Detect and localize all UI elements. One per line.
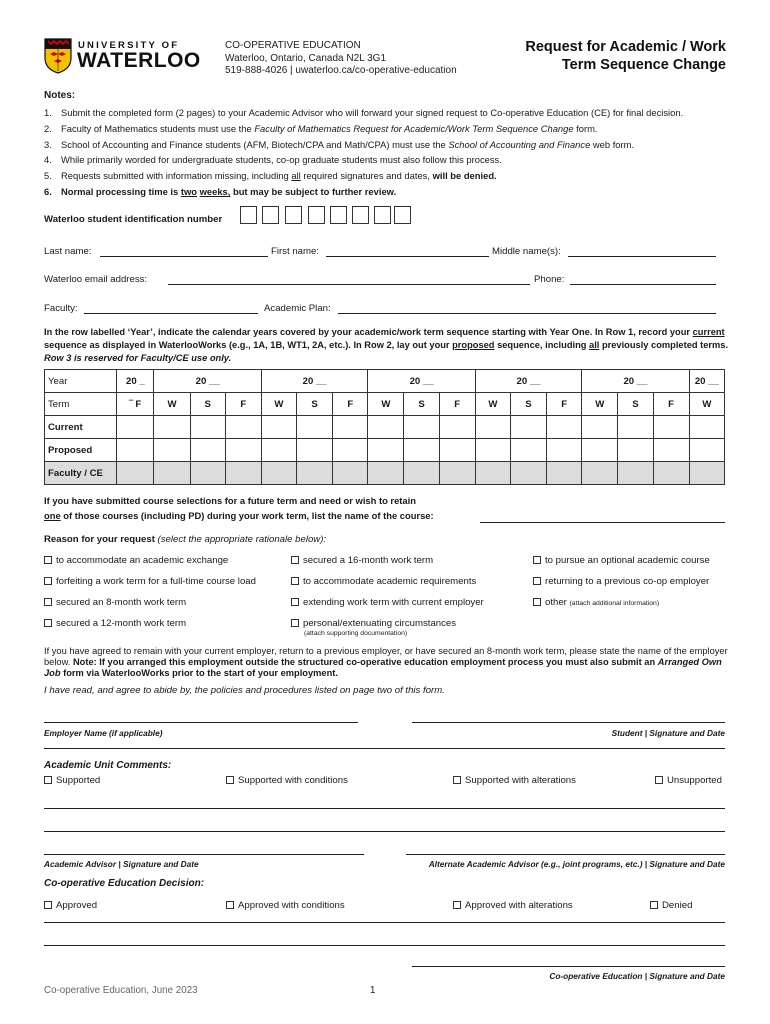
employer-instructions: If you have agreed to remain with your current employer, return to a previous employer, or have secured an 8-month work term, please state the name of the employer below. Note: If you arranged this employment outside the structured co-operative education employment process you must also submit an Arranged Own Job form via WaterlooWorks prior to the start of your employment. xyxy=(44,646,728,678)
term-header-cell: F xyxy=(333,393,368,416)
academic-plan-label: Academic Plan: xyxy=(264,303,331,314)
term-header-cell: S xyxy=(297,393,333,416)
reserved-cell xyxy=(297,462,333,485)
sequence-cell[interactable] xyxy=(475,416,510,439)
unit-comments-heading: Academic Unit Comments: xyxy=(44,760,172,771)
reserved-cell xyxy=(404,462,439,485)
reserved-cell xyxy=(510,462,546,485)
faculty-field[interactable] xyxy=(84,313,258,314)
student-id-digit-box[interactable] xyxy=(262,206,279,224)
sequence-cell[interactable] xyxy=(154,416,190,439)
note-item: 2. Faculty of Mathematics students must use the Faculty of Mathematics Request for Academic/Work Term Sequence Change form. xyxy=(44,122,598,134)
page-number: 1 xyxy=(370,985,376,996)
checkbox-icon[interactable] xyxy=(533,598,541,606)
reserved-cell xyxy=(582,462,618,485)
sequence-cell[interactable] xyxy=(333,439,368,462)
reason-option[interactable]: secured an 8-month work term xyxy=(44,597,186,608)
reason-option[interactable]: secured a 12-month work term xyxy=(44,618,186,629)
comment-option[interactable]: Supported xyxy=(44,775,100,786)
agreement-statement: I have read, and agree to abide by, the policies and procedures listed on page two of this form. xyxy=(44,685,445,696)
comment-option[interactable]: Unsupported xyxy=(655,775,722,786)
student-id-digit-box[interactable] xyxy=(240,206,257,224)
student-signature-caption: Student | Signature and Date xyxy=(611,728,725,738)
university-logo xyxy=(44,38,201,80)
academic-plan-field[interactable] xyxy=(338,313,716,314)
term-header-cell: W xyxy=(475,393,510,416)
faculty-ce-row-label: Faculty / CE xyxy=(45,462,117,485)
student-id-label: Waterloo student identification number xyxy=(44,214,223,225)
crest-icon xyxy=(44,38,72,74)
office-name: CO-OPERATIVE EDUCATION xyxy=(225,40,361,51)
term-sequence-table xyxy=(44,369,725,485)
term-header-cell: S xyxy=(404,393,439,416)
student-id-digit-box[interactable] xyxy=(308,206,325,224)
sequence-cell[interactable] xyxy=(261,416,296,439)
alt-advisor-signature-caption: Alternate Academic Advisor (e.g., joint programs, etc.) | Signature and Date xyxy=(428,859,725,869)
course-question-line2: one of those courses (including PD) during your work term, list the name of the course: xyxy=(44,510,434,521)
first-name-field[interactable] xyxy=(326,256,489,257)
student-id-digit-box[interactable] xyxy=(352,206,369,224)
course-name-field[interactable] xyxy=(480,522,725,523)
checkbox-icon[interactable] xyxy=(226,901,234,909)
reserved-cell xyxy=(368,462,404,485)
faculty-label: Faculty: xyxy=(44,303,78,314)
reason-option[interactable]: to accommodate academic requirements xyxy=(291,576,476,587)
decision-option[interactable]: Approved with conditions xyxy=(226,900,345,911)
term-header-cell: W xyxy=(689,393,724,416)
reason-option[interactable]: to accommodate an academic exchange xyxy=(44,555,228,566)
course-question-line1: If you have submitted course selections for a future term and need or wish to retain xyxy=(44,495,416,506)
reserved-cell xyxy=(261,462,296,485)
form-title-line2: Term Sequence Change xyxy=(561,57,726,73)
term-header-cell: F xyxy=(547,393,582,416)
checkbox-icon[interactable] xyxy=(655,776,663,784)
student-id-digit-box[interactable] xyxy=(374,206,391,224)
sequence-cell[interactable] xyxy=(475,439,510,462)
term-header-cell: W xyxy=(261,393,296,416)
last-name-label: Last name: xyxy=(44,246,92,257)
form-title-line1: Request for Academic / Work xyxy=(525,39,726,55)
form-title xyxy=(525,38,726,74)
sequence-cell[interactable] xyxy=(261,439,296,462)
footer-text: Co-operative Education, June 2023 xyxy=(44,985,198,996)
term-header-cell: W xyxy=(582,393,618,416)
checkbox-icon[interactable] xyxy=(291,619,299,627)
reason-heading: Reason for your request (select the appropriate rationale below): xyxy=(44,534,327,545)
office-location: Waterloo, Ontario, Canada N2L 3G1 xyxy=(225,52,387,64)
reserved-cell xyxy=(618,462,653,485)
comment-option[interactable]: Supported with alterations xyxy=(453,775,576,786)
email-field[interactable] xyxy=(168,284,530,285)
decision-option[interactable]: Approved xyxy=(44,900,97,911)
course-retention-question xyxy=(44,493,434,523)
sequence-cell[interactable] xyxy=(225,416,261,439)
year-cell[interactable]: 20 __ xyxy=(154,370,261,393)
reserved-cell xyxy=(117,462,154,485)
reserved-cell xyxy=(439,462,475,485)
current-row-label: Current xyxy=(45,416,117,439)
advisor-signature-field[interactable] xyxy=(44,854,364,855)
comment-line[interactable] xyxy=(44,831,725,832)
notes-list xyxy=(44,105,734,200)
middle-names-label: Middle name(s): xyxy=(492,246,561,257)
note-item: 4. While primarily worded for undergraduate students, co-op graduate students must also follow this process. xyxy=(44,154,502,166)
reserved-cell xyxy=(689,462,724,485)
sequence-cell[interactable] xyxy=(439,416,475,439)
checkbox-icon[interactable] xyxy=(291,556,299,564)
employer-name-caption: Employer Name (if applicable) xyxy=(44,728,163,738)
year-cell[interactable]: 20 __ xyxy=(261,370,367,393)
sequence-cell[interactable] xyxy=(297,439,333,462)
checkbox-icon[interactable] xyxy=(650,901,658,909)
sequence-cell[interactable] xyxy=(547,416,582,439)
sequence-cell[interactable] xyxy=(618,439,653,462)
reason-option[interactable]: other (attach additional information) xyxy=(533,597,659,608)
sequence-cell[interactable] xyxy=(582,416,618,439)
checkbox-icon[interactable] xyxy=(44,619,52,627)
sequence-cell[interactable] xyxy=(190,439,225,462)
checkbox-icon[interactable] xyxy=(291,577,299,585)
year-cell[interactable]: 20 __ xyxy=(475,370,581,393)
employer-name-field[interactable] xyxy=(44,722,358,723)
checkbox-icon[interactable] xyxy=(44,901,52,909)
student-id-digit-box[interactable] xyxy=(285,206,302,224)
section-divider xyxy=(44,748,725,749)
comment-option[interactable]: Supported with conditions xyxy=(226,775,348,786)
last-name-field[interactable] xyxy=(100,256,268,257)
checkbox-icon[interactable] xyxy=(291,598,299,606)
term-header-cell: F xyxy=(225,393,261,416)
decision-option[interactable]: Denied xyxy=(650,900,692,911)
advisor-signature-caption: Academic Advisor | Signature and Date xyxy=(44,859,199,869)
sequence-cell[interactable] xyxy=(190,416,225,439)
reason-option[interactable]: extending work term with current employer xyxy=(291,597,484,608)
checkbox-icon[interactable] xyxy=(44,577,52,585)
sequence-cell[interactable] xyxy=(510,439,546,462)
decision-option[interactable]: Approved with alterations xyxy=(453,900,573,911)
checkbox-icon[interactable] xyxy=(226,776,234,784)
year-cell[interactable]: 20 __ xyxy=(582,370,689,393)
sequence-cell[interactable] xyxy=(404,416,439,439)
sequence-cell[interactable] xyxy=(368,416,404,439)
logo-text-waterloo: WATERLOO xyxy=(77,49,201,72)
sequence-cell[interactable] xyxy=(333,416,368,439)
year-row xyxy=(45,370,725,393)
reserved-cell xyxy=(190,462,225,485)
decision-comment-line[interactable] xyxy=(44,922,725,923)
sequence-cell[interactable] xyxy=(689,439,724,462)
ce-signature-field[interactable] xyxy=(412,966,725,967)
sequence-instructions: In the row labelled ‘Year’, indicate the calendar years covered by your academic/work term sequence starting with Year One. In Row 1, record your current sequence as displayed in WaterlooWorks (e.g., 1A, 1B, WT1, 2A, etc.). In Row 2, lay out your proposed sequence, including all previously completed terms. Row 3 is reserved for Faculty/CE use only. xyxy=(44,327,729,363)
checkbox-icon[interactable] xyxy=(453,776,461,784)
reason-option[interactable]: forfeiting a work term for a full-time course load xyxy=(44,576,256,587)
checkbox-icon[interactable] xyxy=(44,776,52,784)
reserved-cell xyxy=(333,462,368,485)
sequence-cell[interactable] xyxy=(653,416,689,439)
comment-line[interactable] xyxy=(44,808,725,809)
year-cell[interactable]: 20 __ xyxy=(368,370,475,393)
current-row xyxy=(45,416,725,439)
faculty-ce-row xyxy=(45,462,725,485)
term-header-cell: S xyxy=(510,393,546,416)
reserved-cell xyxy=(154,462,190,485)
sequence-cell[interactable] xyxy=(117,416,154,439)
sequence-cell[interactable] xyxy=(618,416,653,439)
reserved-cell xyxy=(225,462,261,485)
year-cell[interactable]: 20 __ xyxy=(689,370,724,393)
term-header-cell: S xyxy=(190,393,225,416)
reserved-cell xyxy=(547,462,582,485)
checkbox-icon[interactable] xyxy=(533,577,541,585)
sequence-cell[interactable] xyxy=(582,439,618,462)
year-row-label: Year xyxy=(45,370,117,393)
student-id-digit-box[interactable] xyxy=(394,206,411,224)
checkbox-icon[interactable] xyxy=(44,556,52,564)
sequence-cell[interactable] xyxy=(510,416,546,439)
sequence-cell[interactable] xyxy=(225,439,261,462)
office-address xyxy=(225,40,457,78)
office-contact: 519-888-4026 | uwaterloo.ca/co-operative-education xyxy=(225,65,457,76)
year-cell[interactable]: 20 _ xyxy=(117,370,154,393)
sequence-cell[interactable] xyxy=(404,439,439,462)
note-item: 5. Requests submitted with information missing, including all required signatures and dates, will be denied. xyxy=(44,170,497,182)
term-header-cell: S xyxy=(618,393,653,416)
sequence-cell[interactable] xyxy=(547,439,582,462)
personal-note: (attach supporting documentation) xyxy=(304,630,408,637)
alt-advisor-signature-field[interactable] xyxy=(406,854,725,855)
reason-option[interactable]: personal/extenuating circumstances xyxy=(291,618,456,629)
sequence-cell[interactable] xyxy=(117,439,154,462)
email-label: Waterloo email address: xyxy=(44,274,148,285)
sequence-cell[interactable] xyxy=(653,439,689,462)
checkbox-icon[interactable] xyxy=(44,598,52,606)
term-row-label: Term xyxy=(45,393,117,416)
first-name-label: First name: xyxy=(271,246,319,257)
phone-label: Phone: xyxy=(534,274,565,285)
student-signature-field[interactable] xyxy=(412,722,725,723)
reason-option[interactable]: secured a 16-month work term xyxy=(291,555,433,566)
decision-comment-line[interactable] xyxy=(44,945,725,946)
phone-field[interactable] xyxy=(570,284,716,285)
note-item: 3. School of Accounting and Finance students (AFM, Biotech/CPA and Math/CPA) must use the School of Accounting and Finance web form. xyxy=(44,138,635,150)
logo-text-university-of: UNIVERSITY OF xyxy=(78,40,180,51)
reserved-cell xyxy=(475,462,510,485)
checkbox-icon[interactable] xyxy=(453,901,461,909)
reserved-cell xyxy=(653,462,689,485)
term-header-cell: ‾ F xyxy=(117,393,154,416)
sequence-cell[interactable] xyxy=(368,439,404,462)
note-item: 6. Normal processing time is two weeks, but may be subject to further review. xyxy=(44,185,397,197)
ce-signature-caption: Co-operative Education | Signature and Date xyxy=(549,971,725,981)
ce-decision-heading: Co-operative Education Decision: xyxy=(44,878,205,889)
note-item: 1. Submit the completed form (2 pages) to your Academic Advisor who will forward your signed request to Co-operative Education (CE) for final decision. xyxy=(44,107,684,118)
term-header-cell: W xyxy=(154,393,190,416)
sequence-cell[interactable] xyxy=(439,439,475,462)
checkbox-icon[interactable] xyxy=(533,556,541,564)
reason-option[interactable]: returning to a previous co-op employer xyxy=(533,576,709,587)
term-row xyxy=(45,393,725,416)
term-header-cell: F xyxy=(439,393,475,416)
proposed-row-label: Proposed xyxy=(45,439,117,462)
sequence-cell[interactable] xyxy=(154,439,190,462)
reason-option[interactable]: to pursue an optional academic course xyxy=(533,555,710,566)
term-header-cell: F xyxy=(653,393,689,416)
sequence-cell[interactable] xyxy=(689,416,724,439)
proposed-row xyxy=(45,439,725,462)
sequence-cell[interactable] xyxy=(297,416,333,439)
term-header-cell: W xyxy=(368,393,404,416)
student-id-digit-box[interactable] xyxy=(330,206,347,224)
middle-names-field[interactable] xyxy=(568,256,716,257)
notes-heading: Notes: xyxy=(44,90,76,101)
